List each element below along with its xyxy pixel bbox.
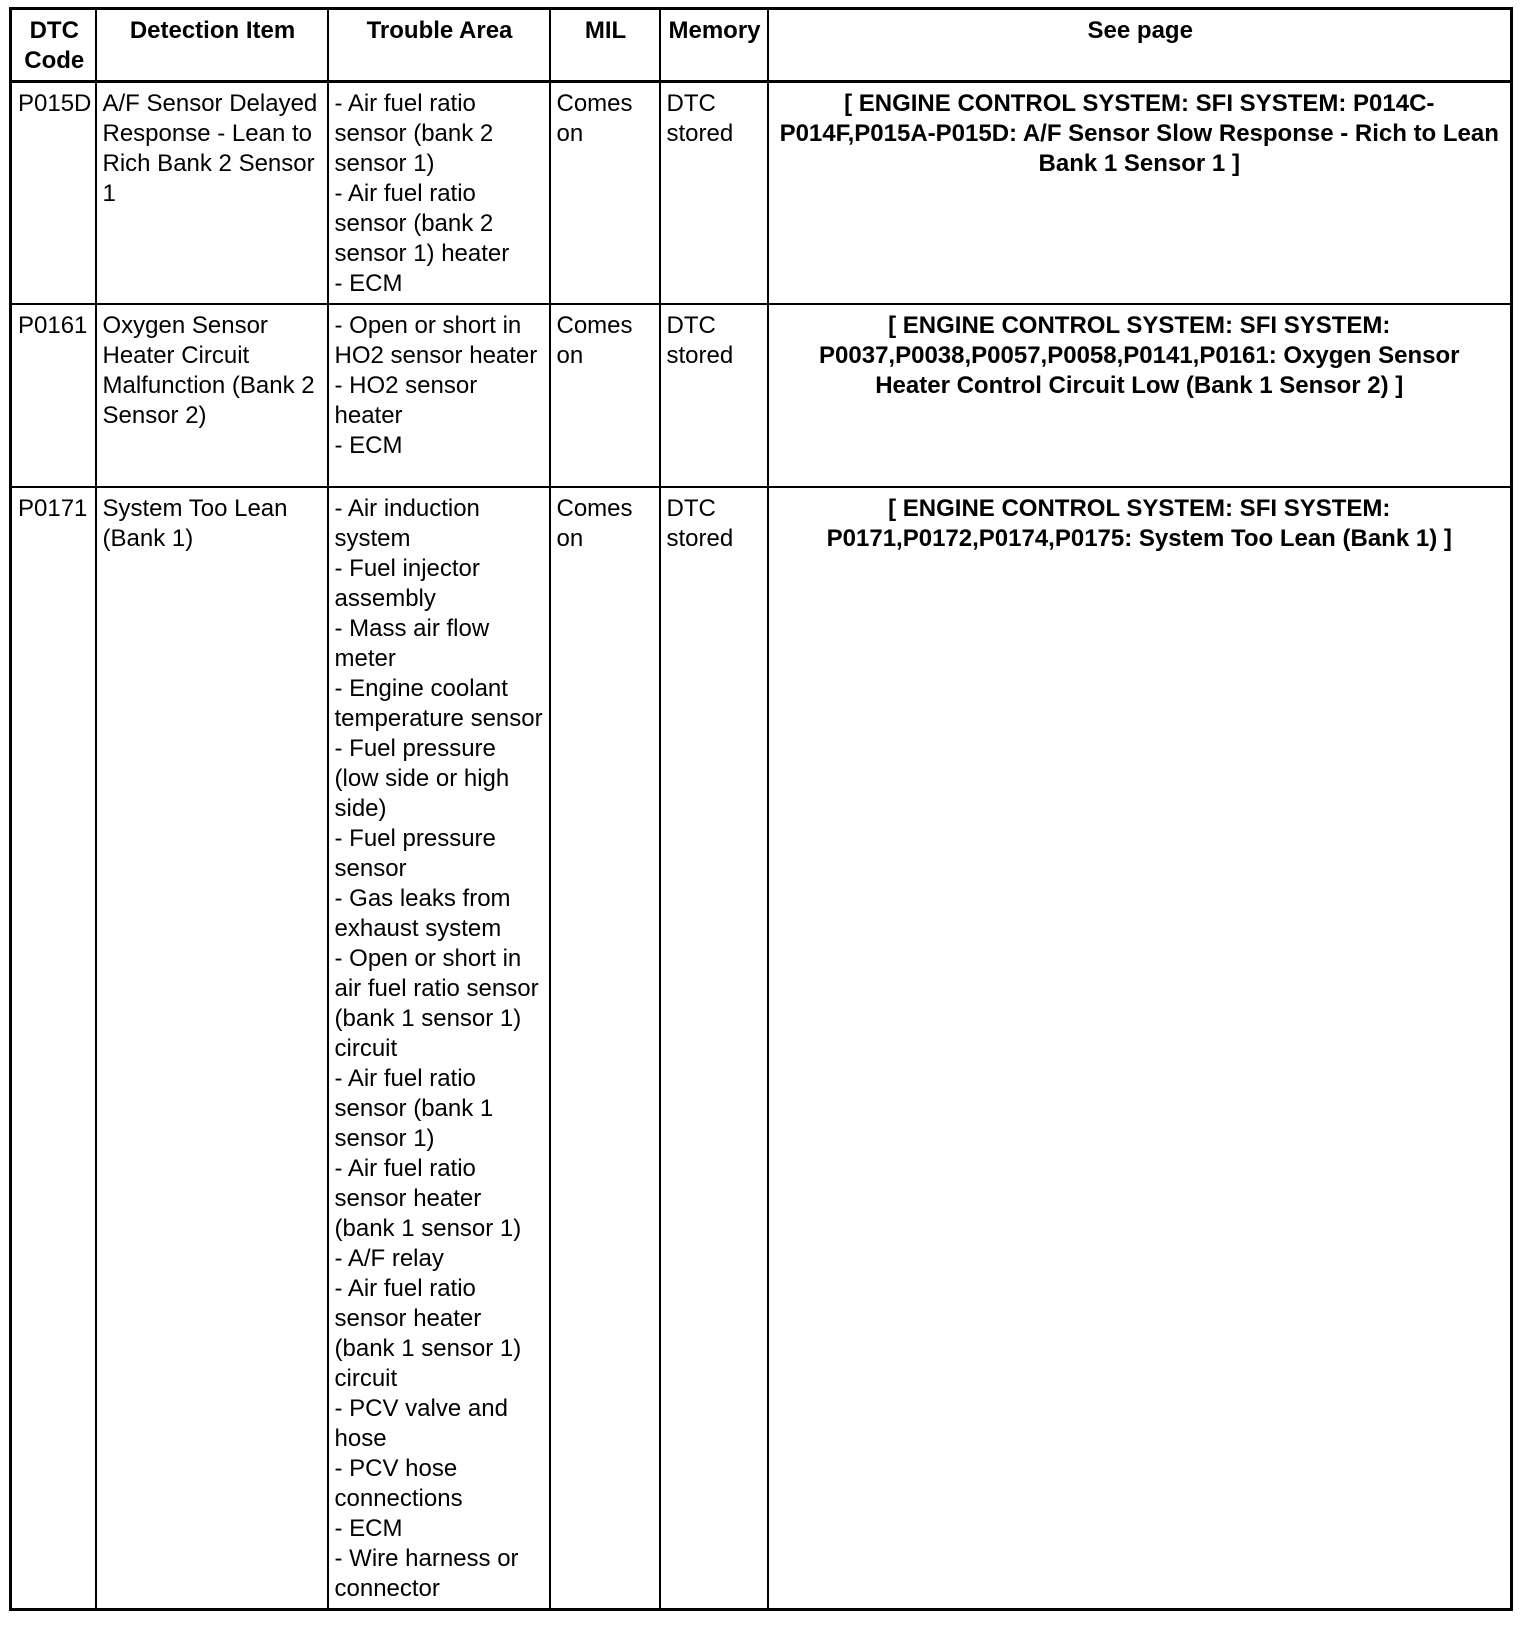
table-row — [11, 304, 1512, 487]
see-page-cell — [768, 82, 1512, 305]
see-page-link[interactable]: [ ENGINE CONTROL SYSTEM: SFI SYSTEM: P0037,P0038,P0057,P0058,P0141,P0161: Oxygen Sensor Heater Control Circuit Low (Bank 1 Sensor 2) ] — [819, 312, 1460, 399]
header-row — [11, 9, 1512, 82]
table-body — [11, 82, 1512, 1610]
detection-item-cell: System Too Lean (Bank 1) — [96, 487, 328, 1610]
detection-item-cell: A/F Sensor Delayed Response - Lean to Rich Bank 2 Sensor 1 — [96, 82, 328, 305]
mil-cell: Comes on — [550, 304, 660, 487]
detection-item-cell: Oxygen Sensor Heater Circuit Malfunction (Bank 2 Sensor 2) — [96, 304, 328, 487]
header-memory: Memory — [660, 9, 768, 82]
dtc-table — [9, 7, 1513, 1611]
see-page-link[interactable]: [ ENGINE CONTROL SYSTEM: SFI SYSTEM: P014C-P014F,P015A-P015D: A/F Sensor Slow Response - Rich to Lean Bank 1 Sensor 1 ] — [779, 90, 1499, 177]
header-see-page: See page — [768, 9, 1512, 82]
trouble-area-cell: - Open or short in HO2 sensor heater - HO2 sensor heater - ECM — [328, 304, 550, 487]
mil-cell: Comes on — [550, 82, 660, 305]
mil-cell: Comes on — [550, 487, 660, 1610]
table-header — [11, 9, 1512, 82]
memory-cell: DTC stored — [660, 82, 768, 305]
header-detection-item: Detection Item — [96, 9, 328, 82]
header-mil: MIL — [550, 9, 660, 82]
header-dtc-code: DTC Code — [11, 9, 96, 82]
memory-cell: DTC stored — [660, 304, 768, 487]
dtc-code-cell: P0161 — [11, 304, 96, 487]
dtc-code-cell: P0171 — [11, 487, 96, 1610]
see-page-link[interactable]: [ ENGINE CONTROL SYSTEM: SFI SYSTEM: P0171,P0172,P0174,P0175: System Too Lean (Bank 1) ] — [826, 495, 1452, 552]
table-row — [11, 82, 1512, 305]
trouble-area-cell: - Air induction system - Fuel injector assembly - Mass air flow meter - Engine coolant temperature sensor - Fuel pressure (low side or high side) - Fuel pressure sensor - Gas leaks from exhaust system - Open or short in air fuel ratio sensor (bank 1 sensor 1) circuit - Air fuel ratio sensor (bank 1 sensor 1) - Air fuel ratio sensor heater (bank 1 sensor 1) - A/F relay - Air fuel ratio sensor heater (bank 1 sensor 1) circuit - PCV valve and hose - PCV hose connections - ECM - Wire harness or connector — [328, 487, 550, 1610]
memory-cell: DTC stored — [660, 487, 768, 1610]
table-row — [11, 487, 1512, 1610]
see-page-cell — [768, 304, 1512, 487]
see-page-cell — [768, 487, 1512, 1610]
header-trouble-area: Trouble Area — [328, 9, 550, 82]
dtc-code-cell: P015D — [11, 82, 96, 305]
trouble-area-cell: - Air fuel ratio sensor (bank 2 sensor 1) - Air fuel ratio sensor (bank 2 sensor 1) heater - ECM — [328, 82, 550, 305]
